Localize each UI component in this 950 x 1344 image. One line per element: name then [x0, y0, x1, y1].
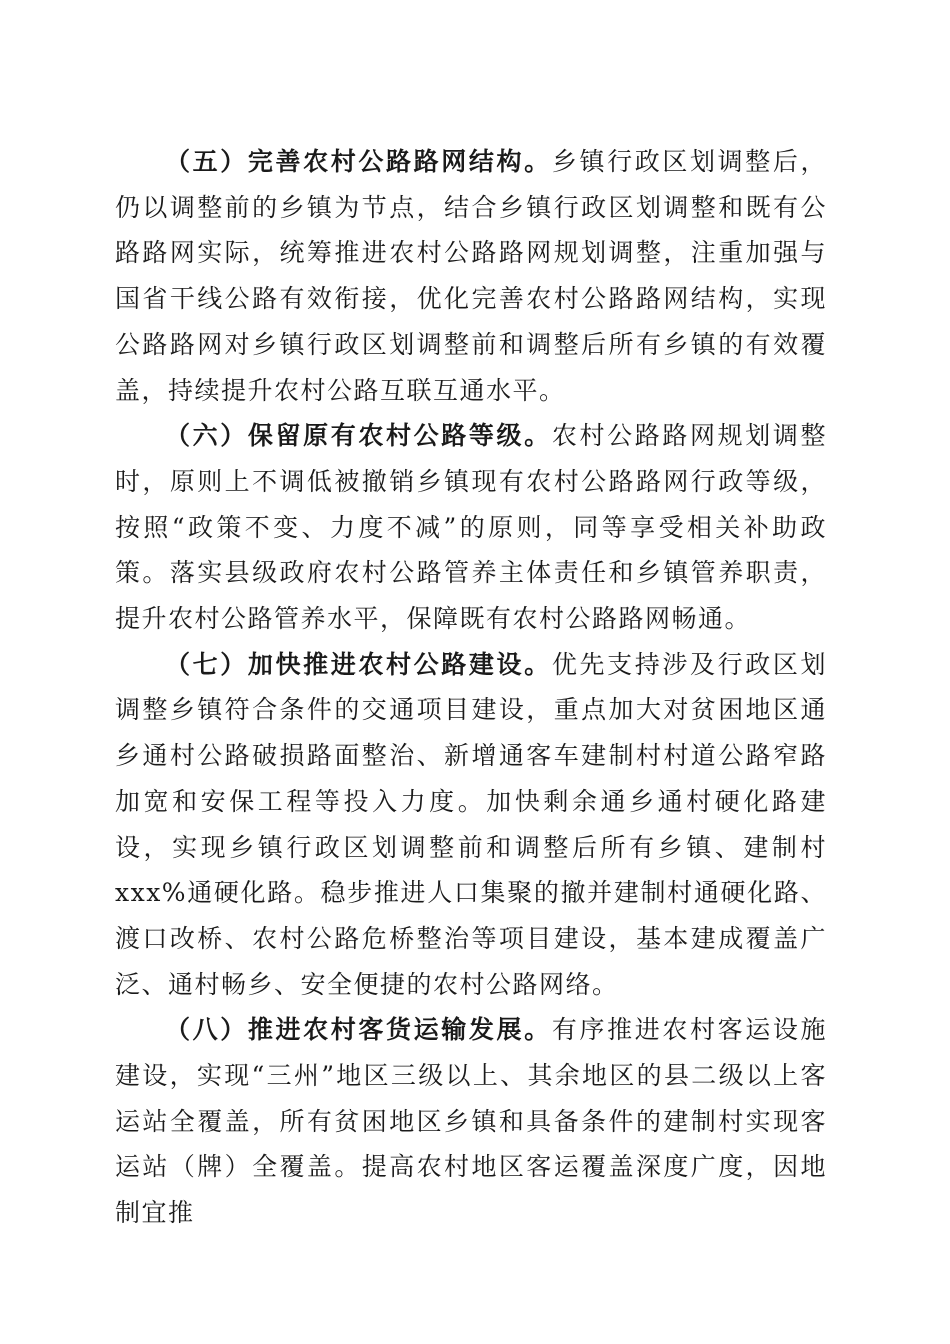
paragraph-8-body: 有序推进农村客运设施建设，实现“三州”地区三级以上、其余地区的县二级以上客运站全覆盖，所有贫困地区乡镇和具备条件的建制村实现客运站（牌）全覆盖。提高农村地区客运覆盖深度广度，因地制宜推	[115, 1015, 827, 1228]
paragraph-5-body: 乡镇行政区划调整后，仍以调整前的乡镇为节点，结合乡镇行政区划调整和既有公路路网实际，统筹推进农村公路路网规划调整，注重加强与国省干线公路有效衔接，优化完善农村公路路网结构，实现公路路网对乡镇行政区划调整前和调整后所有乡镇的有效覆盖，持续提升农村公路互联互通水平。	[115, 147, 827, 405]
paragraph-7-body: 优先支持涉及行政区划调整乡镇符合条件的交通项目建设，重点加大对贫困地区通乡通村公路破损路面整治、新增通客车建制村村道公路窄路加宽和安保工程等投入力度。加快剩余通乡通村硬化路建设，实现乡镇行政区划调整前和调整后所有乡镇、建制村 xxx%通硬化路。稳步推进人口集聚的撤并建制村通硬化路、渡口改桥、农村公路危桥整治等项目建设，基本建成覆盖广泛、通村畅乡、安全便捷的农村公路网络。	[115, 649, 827, 999]
paragraph-7	[115, 642, 827, 1008]
paragraph-8-heading: （八）推进农村客货运输发展。	[165, 1015, 552, 1045]
paragraph-6-heading: （六）保留原有农村公路等级。	[165, 421, 552, 451]
paragraph-6	[115, 413, 827, 642]
paragraph-6-body: 农村公路路网规划调整时，原则上不调低被撤销乡镇现有农村公路路网行政等级，按照“政策不变、力度不减”的原则，同等享受相关补助政策。落实县级政府农村公路管养主体责任和乡镇管养职责，提升农村公路管养水平，保障既有农村公路路网畅通。	[115, 421, 827, 634]
paragraph-5-heading: （五）完善农村公路路网结构。	[165, 147, 552, 176]
paragraph-8	[115, 1007, 827, 1236]
paragraph-5	[115, 139, 827, 413]
paragraph-7-heading: （七）加快推进农村公路建设。	[165, 649, 552, 679]
document-body	[115, 139, 827, 1236]
